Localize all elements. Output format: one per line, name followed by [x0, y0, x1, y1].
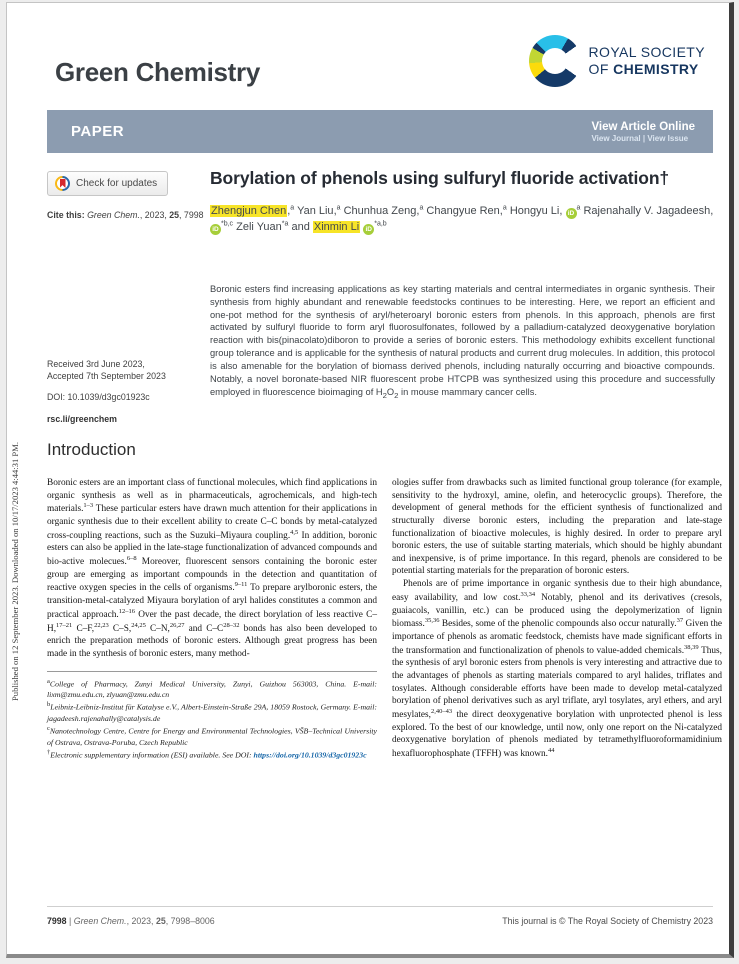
- banner-links: [591, 121, 695, 143]
- article-type-label: PAPER: [71, 123, 125, 140]
- view-article-online-link[interactable]: View Article Online: [591, 120, 695, 133]
- page-footer: [47, 906, 713, 926]
- author-affiliation-marker: a: [336, 204, 341, 212]
- accepted-date: Accepted 7th September 2023: [47, 371, 166, 382]
- intro-column-1: [47, 477, 377, 761]
- rsc-logo-icon: [529, 35, 581, 87]
- authors-line: Zhengjun Chen,$^a$ Yan Liu,$^a$ Chunhua Zeng,$^a$ Changyue Ren,$^a$ Hongyu Li, $iD^a$ Rajenahally V. Jagadeesh, iD$^{*b,c}$ Zeli Yuan$^{*a}$ and Xinmin Li iD$^{*a,b}$: [211, 204, 714, 234]
- masthead: [47, 33, 713, 103]
- check-for-updates-button[interactable]: [47, 171, 168, 196]
- journal-page: [6, 2, 734, 958]
- esi-doi-link[interactable]: https://doi.org/10.1039/d3gc01923c: [253, 750, 367, 760]
- crossmark-bookmark-glyph: [60, 179, 66, 188]
- paragraph: ologies suffer from drawbacks such as limited functional group tolerance (for example, sensitivity to the hydroxyl, amine, olefin, and heterocyclic groups). Therefore, the development of general methods for the efficient synthesis of functionalized and structurally diverse boronic esters, including the preparation and late-stage functionalization of bioactive molecules, is highly desired. In order to prepare aryl boronic esters, the use of suitable starting materials, which should be highly abundant and inexpensive, is of prime importance. In this regard, phenols are considered to be potential starting materials for the preparation of boronic esters.: [392, 478, 722, 577]
- rsc-logo-text: [589, 44, 705, 79]
- orcid-icon[interactable]: iD: [363, 224, 374, 235]
- author-affiliation-marker: a: [502, 204, 507, 212]
- paragraph: Phenols are of prime importance in organic synthesis due to their high abundance, easy availability, and low cost.$^{33,34}$ Notably, phenol and its derivatives (cresols, guaiacols, vanillin, etc.) can be produced using the depolymerization of lignin biomass.$^{35,36}$ Besides, some of the phenolic compounds also occur naturally.$^{37}$ Given the importance of phenols as aromatic feedstock, chemists have made significant efforts in the transformation and functionalization of phenols to value-added chemicals.$^{38,39}$ Thus, the synthesis of aryl boronic esters from phenols is very interesting and attractive due to the advantages of phenols as starting materials compared to aryl halides, triflates and tosylates. Although considerable efforts have been made to develop metal-catalyzed borylation of phenol derivatives such as aryl triflate, aryl tosylates, aryl ethers, and aryl mesylates,$^{2,40-43}$ the direct deoxygenative borylation with unprotected phenol is less explored. To the best of our knowledge, until now, only one report on the Ni-catalyzed deoxygenative borylation of phenols mediated by tetramethylfluoroformamidinium hexafluorophosphate (TFFH) was known.$^{44}$: [392, 579, 723, 759]
- footer-copyright: This journal is © The Royal Society of Chemistry 2023: [502, 916, 713, 926]
- author-name: Zhengjun Chen: [211, 204, 287, 217]
- author-affiliation-marker: a: [419, 204, 424, 212]
- section-heading-introduction: Introduction: [47, 440, 136, 459]
- crossmark-icon: [55, 176, 70, 191]
- orcid-icon[interactable]: iD: [566, 208, 577, 219]
- author-affiliation-marker: a: [290, 204, 295, 212]
- publication-history: [47, 358, 207, 425]
- author-name: Changyue Ren: [426, 204, 500, 217]
- author-affiliation-marker: *a: [281, 220, 289, 228]
- footnote: †Electronic supplementary information (ESI) available. See DOI: https://doi.org/10.1039/d3gc01923c: [47, 748, 367, 760]
- author-name: Yan Liu: [297, 204, 334, 217]
- author-name: Hongyu Li: [509, 204, 560, 217]
- author-name: Zeli Yuan: [236, 221, 282, 234]
- body-columns: [47, 477, 722, 761]
- author-affiliation-marker: *a,b: [374, 220, 387, 228]
- author-affiliation-marker: *b,c: [221, 220, 234, 228]
- doi: DOI: 10.1039/d3gc01923c: [47, 391, 150, 402]
- footer-citation: 7998 | Green Chem., 2023, 25, 7998–8006: [47, 916, 215, 926]
- orcid-icon[interactable]: iD: [210, 224, 221, 235]
- received-date: Received 3rd June 2023,: [47, 359, 145, 369]
- journal-title: Green Chemistry: [55, 57, 261, 87]
- publication-timestamp-note: Published on 12 September 2023. Downloaded on 10/17/2023 4:44:31 PM.: [10, 442, 20, 701]
- article-type-banner: [47, 110, 713, 153]
- abstract-text: Boronic esters find increasing applications as key starting materials and central intermediates in organic synthesis. Their synthesis from highly abundant and renewable feedstocks continues to be interesting. Here, we report an efficient and one-pot method for the synthesis of aryl/heteroaryl boronic esters from phenols. In this approach, phenols are first activated by sulfuryl fluoride to form aryl fluorosulfonates, followed by a palladium-catalyzed deoxygenative borylation reaction with bis(pinacolato)diboron to provide a series of boronic esters. This methodology exhibits excellent functional group tolerance and is applicable for the synthesis of natural products and current drug molecules. In addition, this protocol is also amenable for the borylation of biomass derived phenols, including naturally occurring and bioactive compounds. Notably, a novel boronate-based NIR fluorescent probe HTCPB was synthesized using this procedure and successfully employed in fluorescence bioimaging of $H_2O_2$ in mouse mammary cancer cells.: [210, 284, 715, 400]
- journal-link[interactable]: rsc.li/greenchem: [47, 413, 117, 424]
- page-number: 7998: [47, 916, 67, 926]
- article-meta-column: [47, 171, 205, 222]
- article-title: Borylation of phenols using sulfuryl fluoride activation†: [210, 168, 670, 188]
- footnote: $^b$Leibniz-Leibniz-Institut für Katalyse e.V., Albert-Einstein-Straße 29A, 18059 Rostock, Germany. E-mail: jagadeesh.rajenahally@catalysis.de: [47, 701, 377, 723]
- title-block: [210, 168, 722, 236]
- intro-column-2: [392, 477, 722, 761]
- check-for-updates-label: Check for updates: [76, 178, 158, 189]
- view-journal-issue-links[interactable]: View Journal | View Issue: [591, 133, 689, 143]
- footnote: $^a$College of Pharmacy, Zunyi Medical University, Zunyi, Guizhou 563003, China. E-mail: lixm@zmu.edu.cn, zlyuan@zmu.edu.cn: [47, 677, 377, 700]
- author-name: Chunhua Zeng: [343, 204, 417, 217]
- cite-this: Cite this: Green Chem., 2023, 25, 7998: [47, 210, 204, 220]
- author-name: Rajenahally V. Jagadeesh: [583, 204, 711, 217]
- author-affiliation-marker: a: [576, 204, 581, 212]
- footnote: $^c$Nanotechnology Centre, Centre for Energy and Environmental Technologies, VŠB–Technical University of Ostrava, Ostrava-Poruba, Czech Republic: [47, 724, 377, 747]
- rsc-logo-line1: ROYAL SOCIETY: [588, 43, 705, 60]
- rsc-logo: [529, 35, 705, 87]
- paragraph: Boronic esters are an important class of functional molecules, which find applications in organic synthesis as well as in pharmaceuticals, agrochemicals, and high-tech materials.$^{1-3}$ These particular esters have drawn much attention for their applications in organic synthesis due to their excellent ability to create C–C bonds by metal-catalyzed cross-coupling reactions, such as the Suzuki–Miyaura coupling.$^{4,5}$ In addition, boronic esters can also be applied in the late-stage functionalization of advanced compounds and bio-active molecues.$^{6-8}$ Moreover, fluorescent sensors containing the boronic ester group are emerging as important compounds in the detection and quantitation of reactive oxygen species in the cells of organisms.$^{9-11}$ To prepare arylboronic esters, the transition-metal-catalyzed Miyaura borylation of aryl halides constitutes a common and practical approach.$^{12-16}$ Over the past decade, the direct borylation of less reactive C–H,$^{17-21}$ C–F,$^{22,23}$ C–S,$^{24,25}$ C–N,$^{26,27}$ and $C-C^{28-32}$ bonds has also been developed to enrich the preparation methods of boronic esters. Although great progress has been made in the synthesis of boronic esters, many method-: [47, 478, 377, 659]
- author-name: Xinmin Li: [313, 221, 360, 234]
- rsc-logo-line2: OF CHEMISTRY: [588, 61, 699, 77]
- footnote-block: [47, 671, 377, 761]
